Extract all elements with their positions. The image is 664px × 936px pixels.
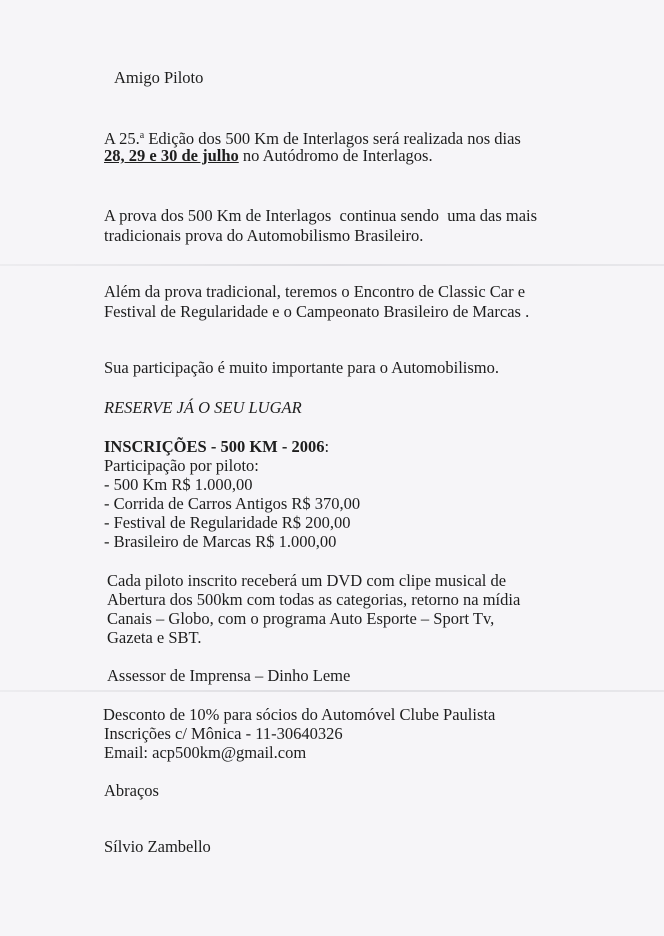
paragraph-participation: Sua participação é muito importante para o Automobilismo.	[104, 358, 499, 377]
text: no Autódromo de Interlagos.	[238, 146, 433, 165]
dvd-line3: Canais – Globo, com o programa Auto Esporte – Sport Tv,	[107, 609, 495, 628]
greeting: Amigo Piloto	[114, 68, 204, 87]
registration-subtitle: Participação por piloto:	[104, 456, 259, 475]
text: A 25.	[104, 129, 140, 148]
registration-item: - 500 Km R$ 1.000,00	[104, 475, 253, 494]
reserve-callout: RESERVE JÁ O SEU LUGAR	[104, 398, 302, 417]
text: Edição dos 500 Km de Interlagos será realizada nos dias	[144, 129, 521, 148]
contact-email: Email: acp500km@gmail.com	[104, 743, 307, 762]
dvd-line2: Abertura dos 500km com todas as categorias, retorno na mídia	[107, 590, 521, 609]
ordinal: a	[139, 130, 145, 141]
closing: Abraços	[104, 781, 159, 800]
registration-item: - Corrida de Carros Antigos R$ 370,00	[104, 494, 361, 513]
press-contact: Assessor de Imprensa – Dinho Leme	[107, 666, 351, 685]
registration-item: - Brasileiro de Marcas R$ 1.000,00	[104, 532, 337, 551]
paper-fold-line	[0, 690, 664, 692]
paragraph-events-line1: Além da prova tradicional, teremos o Encontro de Classic Car e	[104, 282, 526, 301]
paragraph-event-dates	[104, 146, 433, 166]
signature: Sílvio Zambello	[104, 837, 211, 856]
dvd-line1: Cada piloto inscrito receberá um DVD com clipe musical de	[107, 571, 507, 590]
paragraph-tradition-line2: tradicionais prova do Automobilismo Brasileiro.	[104, 226, 424, 245]
paragraph-tradition-line1: A prova dos 500 Km de Interlagos continua sendo uma das mais	[104, 206, 538, 225]
dvd-line4: Gazeta e SBT.	[107, 628, 202, 647]
registration-phone: Inscrições c/ Mônica - 11-30640326	[104, 724, 343, 743]
paper-fold-line	[0, 264, 664, 266]
registration-item: - Festival de Regularidade R$ 200,00	[104, 513, 351, 532]
colon: :	[324, 437, 330, 456]
paragraph-events-line2: Festival de Regularidade e o Campeonato Brasileiro de Marcas .	[104, 302, 530, 321]
registration-title	[104, 437, 329, 457]
registration-heading: INSCRIÇÕES - 500 KM - 2006	[104, 437, 325, 456]
discount-note: Desconto de 10% para sócios do Automóvel Clube Paulista	[103, 705, 496, 724]
event-dates: 28, 29 e 30 de julho	[104, 146, 239, 165]
